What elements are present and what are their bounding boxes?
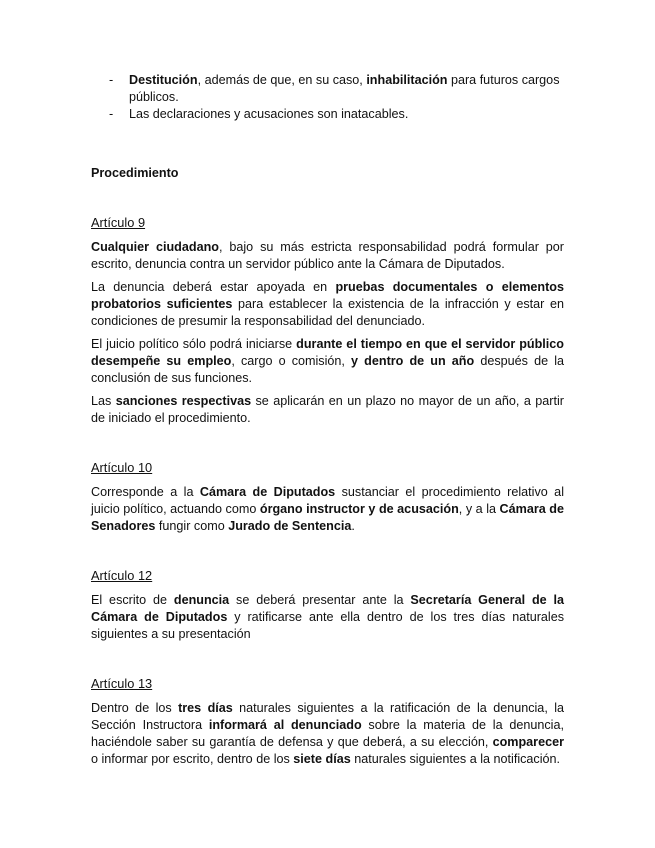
list-item	[91, 106, 564, 123]
list-item-text: Destitución, además de que, en su caso, inhabilitación para futuros cargos públicos.	[129, 73, 560, 104]
paragraph: La denuncia deberá estar apoyada en pruebas documentales o elementos probatorios suficientes para establecer la existencia de la infracción y estar en condiciones de presumir la responsabilidad del denunciado.	[91, 280, 564, 328]
section-title: Procedimiento	[91, 166, 179, 180]
paragraph: El juicio político sólo podrá iniciarse durante el tiempo en que el servidor público desempeñe su empleo, cargo o comisión, y dentro de un año después de la conclusión de sus funciones.	[91, 337, 564, 385]
paragraph: Corresponde a la Cámara de Diputados sustanciar el procedimiento relativo al juicio político, actuando como órgano instructor y de acusación, y a la Cámara de Senadores fungir como Jurado de Sentencia.	[91, 485, 564, 533]
paragraph: Cualquier ciudadano, bajo su más estricta responsabilidad podrá formular por escrito, denuncia contra un servidor público ante la Cámara de Diputados.	[91, 240, 564, 271]
list-item-text: Las declaraciones y acusaciones son inatacables.	[129, 107, 409, 121]
article-heading: Artículo 9	[91, 215, 146, 230]
article-heading: Artículo 12	[91, 568, 153, 583]
paragraph: El escrito de denuncia se deberá presentar ante la Secretaría General de la Cámara de Diputados y ratificarse ante ella dentro de los tres días naturales siguientes a su presentación	[91, 593, 565, 641]
bullet-dash: -	[109, 73, 114, 87]
paragraph: Las sanciones respectivas se aplicarán en un plazo no mayor de un año, a partir de iniciado el procedimiento.	[91, 394, 564, 425]
sanctions-list	[91, 72, 564, 123]
bullet-dash: -	[109, 107, 114, 121]
paragraph: Dentro de los tres días naturales siguientes a la ratificación de la denuncia, la Sección Instructora informará al denunciado sobre la materia de la denuncia, haciéndole saber su garantía de defensa y que deberá, a su elección, comparecer o informar por escrito, dentro de los siete días naturales siguientes a la notificación.	[91, 701, 565, 766]
article-heading: Artículo 10	[91, 460, 153, 475]
list-item	[91, 72, 564, 106]
article-heading: Artículo 13	[91, 676, 153, 691]
